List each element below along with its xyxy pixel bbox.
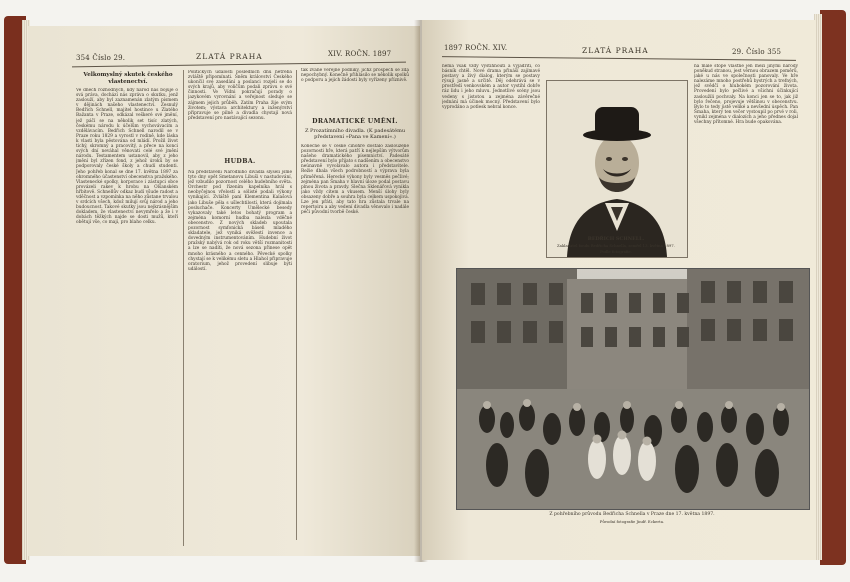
portrait-subcaption: Zakladatel fondu Bedřicha Schnella, zemřel 13. května 1897. [557,243,675,248]
portrait-credit: Podle fotografie. [600,249,632,254]
right-header-page-number: 29. Číslo 355 [732,48,782,56]
left-column-2-bottom: Na představení Národního divadla slyšeli jsme tyto dny opět Smetanovu Libuši v nastudování, jež vzbudilo pozornost celého hudebního světa. Orchestr pod řízením kapelníka hrál s neobyčejnou vřelostí a sólisté podali výkony vynikající. Zvláště paní Klementina Kalašová jako Libuše pěla s ušlechtilostí, která dojímala posluchače. Koncerty Umělecké besedy vykazovaly také letos bohatý program a zejména komorní hudba nalezla vděčné obecenstvo. Z nových skladeb upoutala pozornost symfonická báseň mladého skladatele, jež vyniká svěžestí invence a dovedným instrumentováním. Hudební život pražský nabývá rok od roku větší rozmanitosti a lze se nadíti, že nová sezona přinese opět mnoho krásného a cenného. Pěvecké spolky chystají se k velikému sletu a Hlahol připravuje oratorium, jehož provedení slibuje býti událostí. [188,170,292,272]
portrait-of-bedrich-schnell [547,81,687,257]
subsection-heading-drama: Z Prozatímního divadla. (K padesátému představení »Pana ve Kamení«.) [304,128,406,140]
section-heading-drama: DRAMATICKÉ UMĚNÍ. [312,118,398,125]
portrait-frame [546,80,688,258]
left-column-3-top: tak zvané veřejné podniky, jichž prospěch se zdá nepochybný. Konečně přihlásilo se několik spolků o podporu a jejich žádosti byly vyřízeny příznivě. [301,68,409,84]
book-cover-right [820,10,846,565]
right-header-volume: 1897 ROČN. XIV. [444,44,508,52]
article-title-schnell: Velkomyslný skutek českého vlastenectví. [83,72,173,85]
portrait-caption: BEDŘICH SCHNELL. [587,236,645,242]
left-header-volume: XIV. ROČN. 1897 [328,50,392,58]
right-header-rule [442,56,796,61]
right-header-title: ZLATÁ PRAHA [582,46,649,55]
left-column-3-bottom: Konečně se v české činohře dostalo zasloužené pozornosti hře, která patří k nejlepším výtvorům našeho dramatického písemnictví. Padesáté představení bylo přijato s nadšením a obecenstvo neúnavně vyvolávalo autora i představitele. Režie dbala všech podrobností a výprava byla přiměřená. Herecké výkony byly vesměs pečlivé; zejména pan Šmaha v hlavní úloze podal postavu plnou života a pravdy. Slečna Sklenářová vynikla jako vždy citem a vkusem. Menší úlohy byly obsazeny dobře a souhra byla celkem uspokojivá. Lze jen přáti, aby tato hra zůstala trvale na repertoiru a aby vedení divadla věnovalo i nadále péči původní tvorbě české. [301,144,409,216]
left-column-divider-2 [296,70,297,540]
funeral-procession-photo [456,268,810,510]
left-header-page-number: 354 Číslo 29. [76,54,126,62]
right-page [422,20,816,560]
left-page [28,26,420,556]
right-column-1: nemá však vždy vystihnouti a vyjádřiti, co básník chtěl. Nové drama přináší zajímavé postavy a živý dialog, kterým se postavy rýsují jasně a určitě. Děj odehrává se v prostředí venkovském a autor vystihl dobře ráz lidu i jeho mluvu. Jednotlivé scény jsou vedeny s jistotou a zejména závěrečné jednání má účinek mocný. Představení bylo vyprodáno a potlesk nebral konce. [442,64,540,110]
left-header-rule [72,62,406,68]
right-column-3: na malé stopě vlastně jen mezi jinými národy poněkud stranou, jest věrnou obrazem poměrů, jaké u nás ve společnosti panovaly. Ve hře nalezáme mnoho postřehů bystrých a trefných, jež svědčí o hlubokém pozorování života. Provedení bylo pečlivé a všichni účinkující zasloužili pochvaly. Na konci jen se to, jak již bylo řečeno, projevuje většinou v obecenstvu. Bylo to tedy jistě veliké a nevšední úspěch. Pan Šmaha, který ten večer vystoupil po prvé v roli, vynikl zejména v dialozích a jeho přednes dojal všechny přítomné. Hra bude opakována. [694,64,798,126]
photo-credit: Původní fotografie Jindř. Eckerta. [599,519,665,524]
section-heading-hudba: HUDBA. [224,158,256,165]
left-header-title: ZLATÁ PRAHA [196,52,263,61]
left-column-divider-1 [183,70,184,546]
left-column-2-top: Politických událostí posledních dnů netřeba zvláště připomínati. Sněm království Českého ukončil své zasedání a poslanci rozjeli se do svých krajů, aby voličům podali zprávu o své činnosti. Ve Vídni pokračují porady o jazykovém vyrovnání a veřejnost sleduje se zájmem jejich průběh. Zatím Praha žije svým životem; výstava architektury a inženýrství připravuje se pilně a divadla chystají nová představení pro nastávající sezonu. [188,70,292,121]
funeral-procession-image [457,269,809,509]
photo-caption: Z pohřebního průvodu Bedřicha Schnella v Praze dne 17. května 1897. [549,512,715,517]
left-column-1: Ve dnech rozhodných, kdy národ náš bojuje o svá práva, dochází nás zpráva o skutku, jenž zaslouží, aby byl zaznamenán zlatým písmem v dějinách našeho vlastenectví. Zesnulý Bedřich Schnell, majitel hostince u Zlatého Bažanta v Praze, odkázal veškeré své jmění, jež páčí se na několik set tisíc zlatých, českému národu k účelům vychovávacím a vzdělávacím. Bedřich Schnell narodil se v Praze roku 1829 a vyrostl v rodině, kde láska k vlasti byla pěstována od mládí. Prožil život tichý, skromný a pracovitý, a přece na konci svých dní neváhal věnovati celé své jmění národu. Testamentem ustanovil, aby z jeho jmění byl zřízen fond, z jehož úroků by se podporovaly české školy a chudí studenti. Jeho pohřeb konal se dne 17. května 1897 za ohromného účastenství obecenstva pražského. Vlastenecké spolky, korporace i zástupci obce provázeli rakev k hrobu na Olšanském hřbitově. Schnellův odkaz budí všude radost a vděčnost a vzpomínka na něho zůstane trvalou v srdcích všech, kdož milují svůj národ a jeho budoucnost. Takové skutky jsou nejkrásnějším dokladem, že vlastenectví nevymřelo a že i v dobách těžkých najde se dosti mužů, kteří obětují vše, co mají, pro blaho celku. [76,88,178,226]
